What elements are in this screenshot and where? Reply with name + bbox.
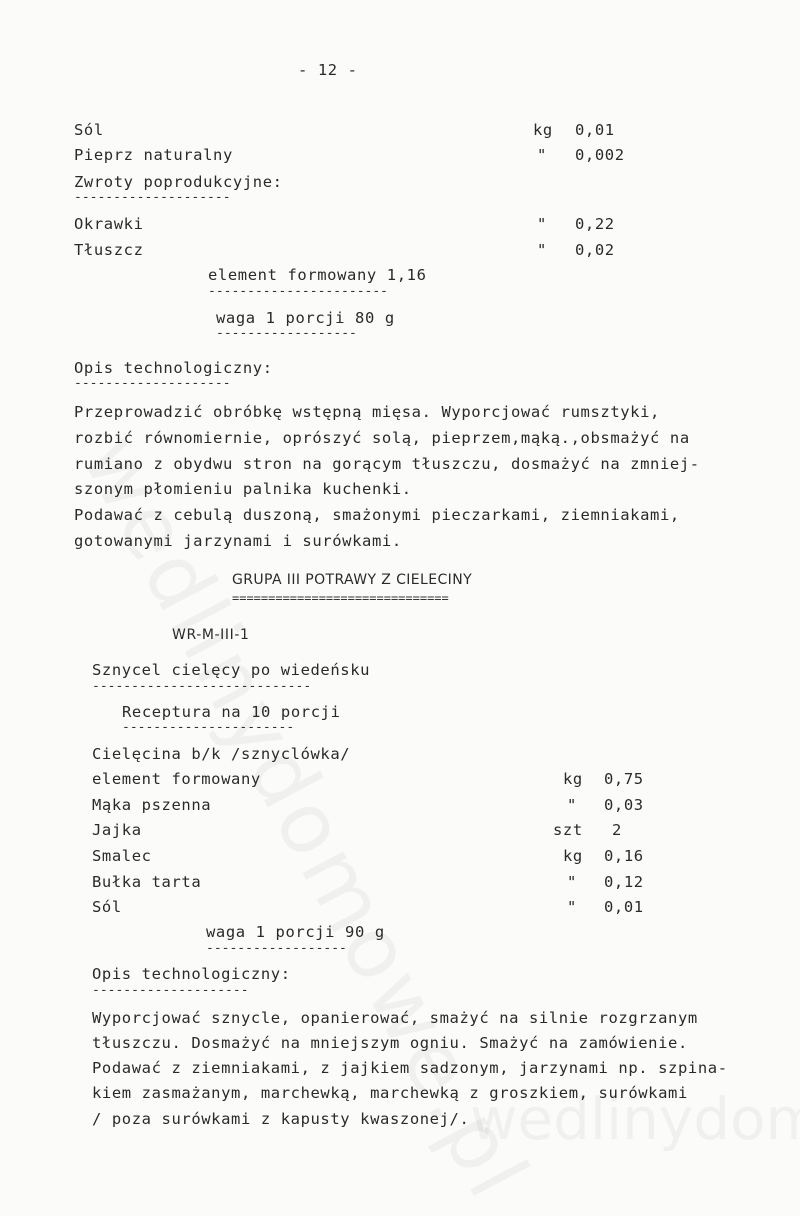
ingredient-qty: 0,16 <box>604 847 644 865</box>
opis-heading: Opis technologiczny: <box>74 359 273 377</box>
opis-line: / poza surówkami z kapusty kwaszonej/. <box>92 1110 470 1128</box>
ingredient-unit: kg <box>563 847 583 865</box>
waga-underline: ------------------ <box>206 941 347 956</box>
ingredient-name: Okrawki <box>74 215 144 233</box>
recipe-name: Sznycel cielęcy po wiedeńsku <box>92 661 371 679</box>
ingredient-name: element formowany <box>92 770 261 788</box>
opis-line: rumiano z obydwu stron na gorącym tłuszczu, dosmażyć na zmniej- <box>74 455 700 473</box>
ingredient-qty: 0,01 <box>604 898 644 916</box>
ingredient-qty: 0,03 <box>604 796 644 814</box>
element-underline: ----------------------- <box>208 284 389 299</box>
zwroty-heading: Zwroty poprodukcyjne: <box>74 173 283 191</box>
receptura-heading: Receptura na 10 porcji <box>122 703 341 721</box>
opis-line: gotowanymi jarzynami i surówkami. <box>74 532 402 550</box>
ingredient-qty: 0,01 <box>575 121 615 139</box>
ingredient-name: Cielęcina b/k /sznyclówka/ <box>92 745 351 763</box>
ingredient-name: Jajka <box>92 821 142 839</box>
ingredient-name: Tłuszcz <box>74 241 144 259</box>
ingredient-unit: " <box>537 215 547 233</box>
ingredient-unit: kg <box>563 770 583 788</box>
waga-underline: ------------------ <box>216 326 357 341</box>
ingredient-name: Mąka pszenna <box>92 796 212 814</box>
ingredient-qty: 0,12 <box>604 873 644 891</box>
opis-line: szonym płomieniu palnika kuchenki. <box>74 480 412 498</box>
zwroty-underline: -------------------- <box>74 190 231 205</box>
ingredient-name: Sól <box>74 121 104 139</box>
waga-line: waga 1 porcji 90 g <box>206 923 385 941</box>
ingredient-unit: " <box>537 146 547 164</box>
ingredient-qty: 2 <box>612 821 622 839</box>
ingredient-name: Smalec <box>92 847 152 865</box>
group-underline: ============================== <box>232 591 449 605</box>
recipe-name-underline: ---------------------------- <box>92 679 312 694</box>
receptura-underline: ---------------------- <box>122 720 295 735</box>
ingredient-unit: " <box>567 873 577 891</box>
ingredient-unit: " <box>537 241 547 259</box>
ingredient-name: Bułka tarta <box>92 873 202 891</box>
opis-line: Podawać z cebulą duszoną, smażonymi pieczarkami, ziemniakami, <box>74 506 680 524</box>
opis-line: Przeprowadzić obróbkę wstępną mięsa. Wyporcjować rumsztyki, <box>74 403 660 421</box>
opis-line: Podawać z ziemniakami, z jajkiem sadzonym, jarzynami np. szpina- <box>92 1059 728 1077</box>
opis-underline: -------------------- <box>74 376 231 391</box>
element-line: element formowany 1,16 <box>208 266 427 284</box>
ingredient-qty: 0,02 <box>575 241 615 259</box>
ingredient-qty: 0,002 <box>575 146 625 164</box>
ingredient-name: Sól <box>92 898 122 916</box>
opis-line: Wyporcjować sznycle, opanierować, smażyć na silnie rozgrzanym <box>92 1009 698 1027</box>
recipe-code: WR-M-III-1 <box>172 627 250 643</box>
ingredient-unit: szt <box>553 821 583 839</box>
opis-heading: Opis technologiczny: <box>92 965 291 983</box>
opis-line: rozbić równomiernie, oprószyć solą, pieprzem,mąką.,obsmażyć na <box>74 429 690 447</box>
ingredient-unit: " <box>567 898 577 916</box>
ingredient-unit: " <box>567 796 577 814</box>
ingredient-name: Pieprz naturalny <box>74 146 233 164</box>
waga-line: waga 1 porcji 80 g <box>216 309 395 327</box>
opis-underline: -------------------- <box>92 983 249 998</box>
ingredient-qty: 0,22 <box>575 215 615 233</box>
page-number: - 12 - <box>298 61 358 79</box>
ingredient-unit: kg <box>533 121 553 139</box>
opis-line: kiem zasmażanym, marchewką, marchewką z groszkiem, surówkami <box>92 1084 688 1102</box>
ingredient-qty: 0,75 <box>604 770 644 788</box>
opis-line: tłuszczu. Dosmażyć na mniejszym ogniu. Smażyć na zamówienie. <box>92 1034 688 1052</box>
group-title: GRUPA III POTRAWY Z CIELECINY <box>232 572 473 588</box>
